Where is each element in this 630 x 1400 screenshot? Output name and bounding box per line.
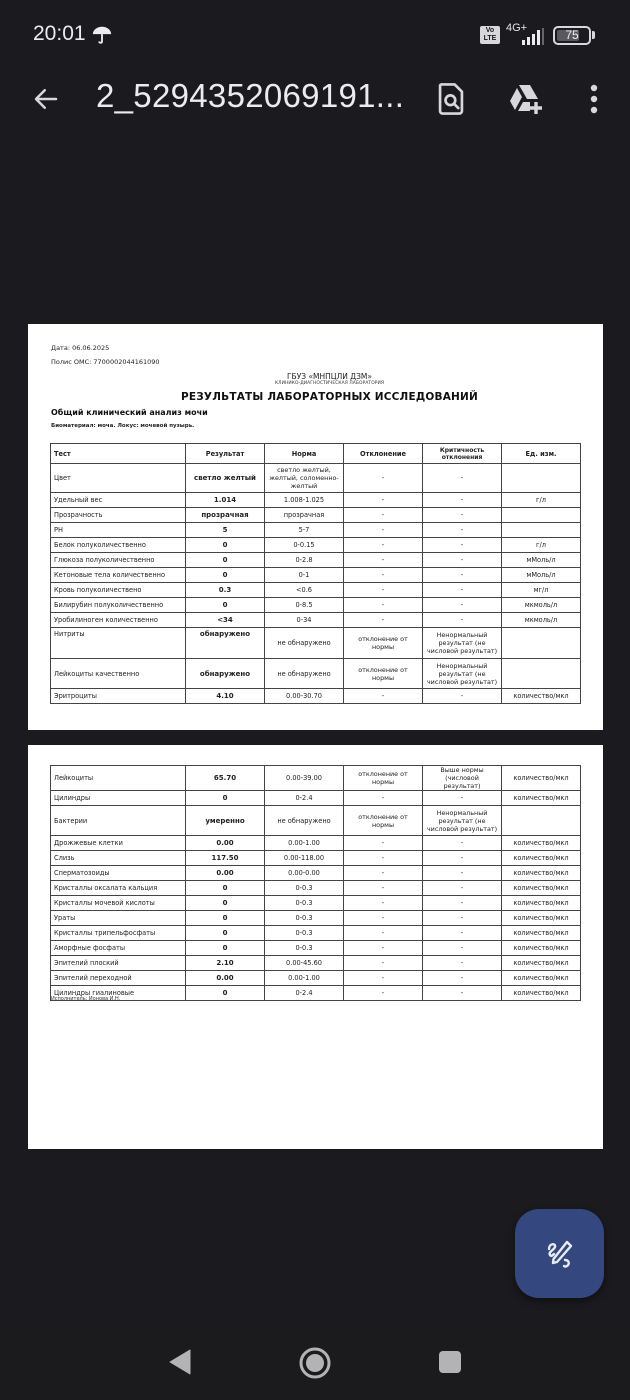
test-result: 0: [186, 896, 265, 911]
table-row: [51, 971, 581, 986]
biomaterial-info: Биоматериал: моча. Локус: мочевой пузырь.: [51, 423, 195, 429]
battery-tip: [592, 31, 595, 39]
results-table-page-2: [50, 765, 581, 1001]
test-result: светло желтый: [186, 464, 265, 493]
test-norm: <0.6: [265, 583, 344, 598]
test-norm: 0.00-0.00: [265, 866, 344, 881]
report-heading: РЕЗУЛЬТАТЫ ЛАБОРАТОРНЫХ ИССЛЕДОВАНИЙ: [181, 391, 478, 403]
column-header-result: Результат: [186, 444, 265, 464]
test-norm: 0.00-118.00: [265, 851, 344, 866]
test-result: 0: [186, 598, 265, 613]
test-result: 1.014: [186, 493, 265, 508]
status-bar: [0, 0, 630, 70]
test-criticality: Ненормальный результат (не числовой результат): [423, 659, 502, 689]
test-name: Цилиндры: [51, 791, 186, 806]
test-criticality: -: [423, 836, 502, 851]
test-deviation: -: [344, 508, 423, 523]
test-name: PH: [51, 523, 186, 538]
table-header-row: [51, 444, 581, 464]
test-unit: [502, 806, 581, 836]
test-unit: мг/л: [502, 583, 581, 598]
more-options-button[interactable]: [578, 78, 610, 120]
test-norm: 0-2.4: [265, 986, 344, 1001]
table-row: [51, 493, 581, 508]
test-deviation: -: [344, 851, 423, 866]
test-result: 0.00: [186, 836, 265, 851]
table-row: [51, 926, 581, 941]
test-deviation: -: [344, 881, 423, 896]
test-deviation: отклонение от нормы: [344, 806, 423, 836]
test-unit: количество/мкл: [502, 941, 581, 956]
nav-home-button[interactable]: [294, 1342, 336, 1384]
table-row: [51, 911, 581, 926]
test-criticality: -: [423, 986, 502, 1001]
test-criticality: Ненормальный результат (не числовой результат): [423, 806, 502, 836]
test-norm: 0-0.3: [265, 896, 344, 911]
test-name: Кристаллы оксалата кальция: [51, 881, 186, 896]
test-name: Аморфные фосфаты: [51, 941, 186, 956]
arrow-left-icon: [31, 84, 61, 114]
search-in-document-button[interactable]: [430, 78, 472, 120]
test-name: Нитриты: [51, 628, 186, 659]
test-result: 0.3: [186, 583, 265, 598]
table-row: [51, 896, 581, 911]
volte-icon: Vo LTE: [480, 26, 500, 44]
annotate-button[interactable]: [515, 1209, 604, 1298]
test-norm: 0.00-45.60: [265, 956, 344, 971]
test-criticality: -: [423, 926, 502, 941]
document-title: 2_5294352069191...: [96, 77, 405, 114]
test-name: Лейкоциты: [51, 766, 186, 791]
add-to-drive-button[interactable]: [505, 78, 547, 120]
test-norm: светло желтый, желтый, соломенно-желтый: [265, 464, 344, 493]
test-unit: [502, 628, 581, 659]
test-criticality: -: [423, 613, 502, 628]
test-norm: 0-2.4: [265, 791, 344, 806]
test-result: 0: [186, 553, 265, 568]
test-name: Ураты: [51, 911, 186, 926]
test-norm: 0-0.3: [265, 941, 344, 956]
results-table-page-1: [50, 443, 581, 704]
test-result: 0.00: [186, 866, 265, 881]
test-result: 0: [186, 538, 265, 553]
test-unit: [502, 659, 581, 689]
umbrella-icon: [91, 24, 113, 46]
test-deviation: -: [344, 598, 423, 613]
test-norm: 0-0.15: [265, 538, 344, 553]
test-norm: 0.00-30.70: [265, 689, 344, 704]
test-criticality: -: [423, 689, 502, 704]
test-result: обнаружено: [186, 659, 265, 689]
pdf-viewer[interactable]: [0, 130, 630, 1320]
test-unit: количество/мкл: [502, 911, 581, 926]
test-deviation: -: [344, 613, 423, 628]
test-unit: количество/мкл: [502, 836, 581, 851]
table-row: [51, 836, 581, 851]
test-deviation: отклонение от нормы: [344, 659, 423, 689]
test-result: 5: [186, 523, 265, 538]
organization-name: ГБУЗ «МНПЦЛИ ДЗМ»: [286, 372, 372, 381]
insurance-policy: Полис ОМС: 7700002044161090: [51, 358, 160, 366]
table-row: [51, 986, 581, 1001]
test-unit: количество/мкл: [502, 896, 581, 911]
organization-department: КЛИНИКО-ДИАГНОСТИЧЕСКАЯ ЛАБОРАТОРИЯ: [274, 381, 385, 386]
test-result: 2.10: [186, 956, 265, 971]
test-criticality: -: [423, 866, 502, 881]
test-norm: 0-8.5: [265, 598, 344, 613]
test-unit: [502, 508, 581, 523]
test-name: Билирубин полуколичественно: [51, 598, 186, 613]
test-name: Кровь полуколичествено: [51, 583, 186, 598]
test-deviation: -: [344, 553, 423, 568]
table-row: [51, 523, 581, 538]
test-deviation: -: [344, 523, 423, 538]
network-type: 4G+: [506, 22, 528, 34]
test-criticality: -: [423, 956, 502, 971]
test-unit: количество/мкл: [502, 926, 581, 941]
test-unit: г/л: [502, 493, 581, 508]
more-vert-icon: [589, 84, 599, 114]
column-header-criticality: Критичность отклонения: [423, 444, 502, 464]
test-unit: количество/мкл: [502, 851, 581, 866]
test-result: 0: [186, 881, 265, 896]
test-deviation: -: [344, 464, 423, 493]
test-criticality: Выше нормы (числовой результат): [423, 766, 502, 791]
test-norm: 0-1: [265, 568, 344, 583]
test-result: 0: [186, 926, 265, 941]
document-search-icon: [436, 82, 466, 116]
test-deviation: -: [344, 926, 423, 941]
test-norm: 1.008-1.025: [265, 493, 344, 508]
test-norm: 0.00-1.00: [265, 971, 344, 986]
table-row: [51, 613, 581, 628]
test-unit: [502, 464, 581, 493]
test-name: Прозрачность: [51, 508, 186, 523]
nav-back-button[interactable]: [160, 1342, 200, 1382]
test-unit: количество/мкл: [502, 971, 581, 986]
test-name: Дрожжевые клетки: [51, 836, 186, 851]
test-unit: количество/мкл: [502, 986, 581, 1001]
test-unit: количество/мкл: [502, 866, 581, 881]
table-row: [51, 689, 581, 704]
test-deviation: отклонение от нормы: [344, 628, 423, 659]
nav-recents-button[interactable]: [430, 1342, 470, 1382]
test-criticality: -: [423, 464, 502, 493]
test-deviation: -: [344, 896, 423, 911]
test-deviation: -: [344, 866, 423, 881]
test-unit: мкмоль/л: [502, 613, 581, 628]
test-name: Лейкоциты качественно: [51, 659, 186, 689]
pdf-page-2: [28, 745, 603, 1149]
test-result: 117.50: [186, 851, 265, 866]
test-deviation: -: [344, 971, 423, 986]
test-name: Цилиндры гиалиновые: [51, 986, 186, 1001]
test-deviation: -: [344, 911, 423, 926]
test-deviation: -: [344, 689, 423, 704]
test-criticality: -: [423, 881, 502, 896]
test-result: <34: [186, 613, 265, 628]
test-criticality: -: [423, 791, 502, 806]
table-row: [51, 598, 581, 613]
test-norm: 5-7: [265, 523, 344, 538]
test-name: Сперматозоиды: [51, 866, 186, 881]
column-header-unit: Ед. изм.: [502, 444, 581, 464]
test-name: Кристаллы трипельфосфаты: [51, 926, 186, 941]
drive-add-icon: [508, 83, 544, 115]
test-criticality: -: [423, 568, 502, 583]
table-row: [51, 628, 581, 659]
test-norm: 0-34: [265, 613, 344, 628]
test-unit: количество/мкл: [502, 881, 581, 896]
test-deviation: -: [344, 493, 423, 508]
battery-level: 75: [565, 28, 579, 42]
test-name: Кристаллы мочевой кислоты: [51, 896, 186, 911]
toolbar: [0, 70, 630, 130]
test-criticality: -: [423, 851, 502, 866]
test-name: Эпителий переходной: [51, 971, 186, 986]
test-criticality: -: [423, 971, 502, 986]
test-result: 65.70: [186, 766, 265, 791]
test-norm: не обнаружено: [265, 806, 344, 836]
test-criticality: -: [423, 598, 502, 613]
test-criticality: -: [423, 583, 502, 598]
table-row: [51, 866, 581, 881]
test-criticality: -: [423, 553, 502, 568]
test-norm: 0-0.3: [265, 881, 344, 896]
table-row: [51, 538, 581, 553]
test-unit: мМоль/л: [502, 553, 581, 568]
report-date: Дата: 06.06.2025: [51, 344, 110, 352]
test-deviation: -: [344, 986, 423, 1001]
test-deviation: -: [344, 941, 423, 956]
table-row: [51, 806, 581, 836]
system-navigation-bar: [0, 1320, 630, 1400]
test-norm: 0-0.3: [265, 926, 344, 941]
test-deviation: -: [344, 791, 423, 806]
test-criticality: Ненормальный результат (не числовой результат): [423, 628, 502, 659]
table-row: [51, 568, 581, 583]
test-criticality: -: [423, 941, 502, 956]
test-name: Уробилиноген количественно: [51, 613, 186, 628]
test-name: Удельный вес: [51, 493, 186, 508]
test-result: 0: [186, 986, 265, 1001]
test-criticality: -: [423, 538, 502, 553]
test-deviation: -: [344, 568, 423, 583]
table-row: [51, 791, 581, 806]
test-name: Цвет: [51, 464, 186, 493]
back-button[interactable]: [25, 78, 67, 120]
test-unit: количество/мкл: [502, 766, 581, 791]
table-row: [51, 956, 581, 971]
test-norm: 0.00-1.00: [265, 836, 344, 851]
test-norm: 0-2.8: [265, 553, 344, 568]
draw-annotate-icon: [543, 1237, 577, 1271]
test-unit: г/л: [502, 538, 581, 553]
table-row: [51, 766, 581, 791]
battery-icon: [553, 26, 591, 45]
test-unit: мМоль/л: [502, 568, 581, 583]
test-criticality: -: [423, 523, 502, 538]
test-criticality: -: [423, 896, 502, 911]
test-criticality: -: [423, 493, 502, 508]
test-unit: [502, 523, 581, 538]
test-result: умеренно: [186, 806, 265, 836]
column-header-norm: Норма: [265, 444, 344, 464]
table-row: [51, 659, 581, 689]
executor-signature: Исполнитель: Ионова И.Н.: [51, 996, 121, 1002]
test-norm: прозрачная: [265, 508, 344, 523]
test-deviation: -: [344, 956, 423, 971]
test-name: Эпителий плоский: [51, 956, 186, 971]
test-unit: количество/мкл: [502, 791, 581, 806]
test-criticality: -: [423, 508, 502, 523]
test-norm: не обнаружено: [265, 628, 344, 659]
test-criticality: -: [423, 911, 502, 926]
pdf-page-1: [28, 324, 603, 730]
column-header-deviation: Отклонение: [344, 444, 423, 464]
test-unit: количество/мкл: [502, 956, 581, 971]
test-result: 0: [186, 941, 265, 956]
table-row: [51, 851, 581, 866]
test-norm: 0-0.3: [265, 911, 344, 926]
test-deviation: -: [344, 538, 423, 553]
test-result: 4.10: [186, 689, 265, 704]
column-header-test: Тест: [51, 444, 186, 464]
test-name: Слизь: [51, 851, 186, 866]
nav-home-icon: [298, 1346, 332, 1380]
test-result: прозрачная: [186, 508, 265, 523]
table-row: [51, 941, 581, 956]
test-norm: 0.00-39.00: [265, 766, 344, 791]
table-row: [51, 583, 581, 598]
test-result: обнаружено: [186, 628, 265, 659]
table-row: [51, 553, 581, 568]
test-result: 0: [186, 568, 265, 583]
test-deviation: -: [344, 836, 423, 851]
nav-back-icon: [168, 1348, 192, 1376]
test-deviation: -: [344, 583, 423, 598]
nav-recents-icon: [438, 1350, 462, 1374]
test-result: 0: [186, 791, 265, 806]
status-time: 20:01: [33, 22, 86, 45]
test-name: Эритроциты: [51, 689, 186, 704]
test-unit: мкмоль/л: [502, 598, 581, 613]
analysis-title: Общий клинический анализ мочи: [51, 408, 208, 417]
test-norm: не обнаружено: [265, 659, 344, 689]
test-name: Кетоновые тела количественно: [51, 568, 186, 583]
table-row: [51, 508, 581, 523]
table-row: [51, 881, 581, 896]
test-unit: количество/мкл: [502, 689, 581, 704]
test-name: Глюкоза полуколичественно: [51, 553, 186, 568]
test-name: Белок полуколичественно: [51, 538, 186, 553]
test-result: 0.00: [186, 971, 265, 986]
test-deviation: отклонение от нормы: [344, 766, 423, 791]
signal-icon: [516, 28, 546, 46]
table-row: [51, 464, 581, 493]
test-result: 0: [186, 911, 265, 926]
test-name: Бактерии: [51, 806, 186, 836]
